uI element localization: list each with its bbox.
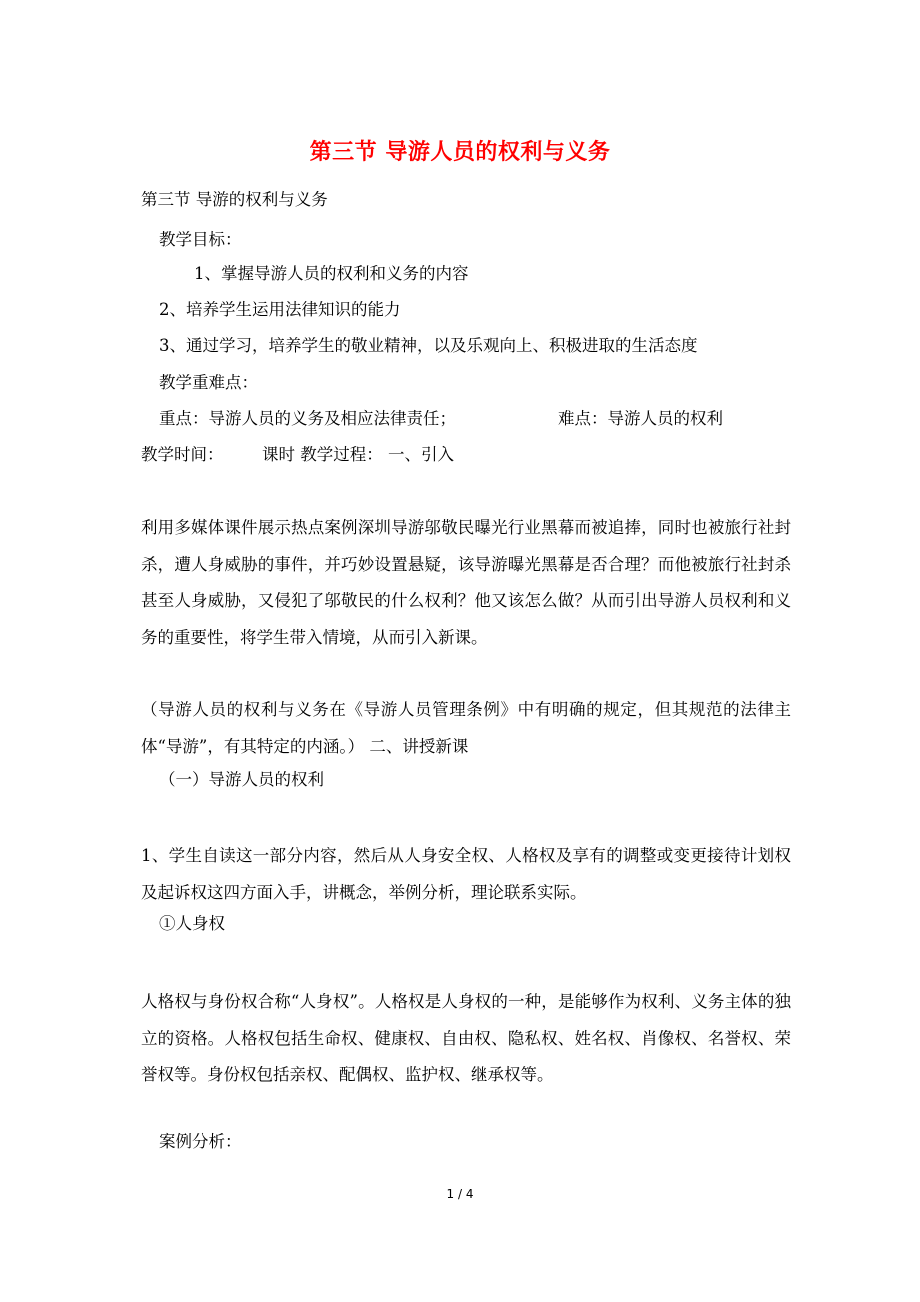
goal-item-2: 2、培养学生运用法律知识的能力 bbox=[159, 300, 401, 319]
difficult-point: 难点：导游人员的权利 bbox=[558, 409, 723, 428]
page-indicator: 1 / 4 bbox=[446, 1187, 474, 1201]
self-study-paragraph: 1、学生自读这一部分内容，然后从人身安全权、人格权及享有的调整或变更接待计划权及起诉权这四方面入手，讲概念，举例分析，理论联系实际。 bbox=[141, 846, 791, 902]
subsection-heading-rights: （一）导游人员的权利 bbox=[159, 770, 324, 789]
case-analysis-heading: 案例分析： bbox=[159, 1132, 242, 1151]
intro-paragraph: 利用多媒体课件展示热点案例深圳导游邬敬民曝光行业黑幕而被追捧，同时也被旅行社封杀，遭人身威胁的事件，并巧妙设置悬疑，该导游曝光黑幕是否合理？而他被旅行社封杀甚至人身威胁，又侵犯了邬敬民的什么权利？他又该怎么做？从而引出导游人员权利和义务的重要性，将学生带入情境，从而引入新课。 bbox=[141, 518, 791, 647]
section-heading: 第三节 导游的权利与义务 bbox=[141, 190, 328, 209]
personal-right-paragraph: 人格权与身份权合称“人身权”。人格权是人身权的一种，是能够作为权利、义务主体的独立的资格。人格权包括生命权、健康权、自由权、隐私权、姓名权、肖像权、名誉权、荣誉权等。身份权包括亲权、配偶权、监护权、继承权等。 bbox=[141, 992, 791, 1084]
key-points-heading: 教学重难点： bbox=[159, 373, 258, 392]
page-title: 第三节 导游人员的权利与义务 bbox=[309, 140, 611, 165]
goals-heading: 教学目标： bbox=[159, 230, 242, 249]
personal-right-heading: ①人身权 bbox=[159, 914, 225, 933]
goal-item-3: 3、通过学习，培养学生的敬业精神，以及乐观向上、积极进取的生活态度 bbox=[159, 336, 698, 355]
key-point: 重点：导游人员的义务及相应法律责任； bbox=[159, 409, 456, 428]
goal-item-1: 1、掌握导游人员的权利和义务的内容 bbox=[194, 264, 469, 283]
teaching-time-label: 教学时间： bbox=[141, 445, 224, 464]
law-paragraph: （导游人员的权利与义务在《导游人员管理条例》中有明确的规定，但其规范的法律主体“导游”，有其特定的内涵。） 二、讲授新课 bbox=[141, 700, 791, 756]
teaching-time-value: 课时 教学过程： 一、引入 bbox=[262, 445, 454, 464]
